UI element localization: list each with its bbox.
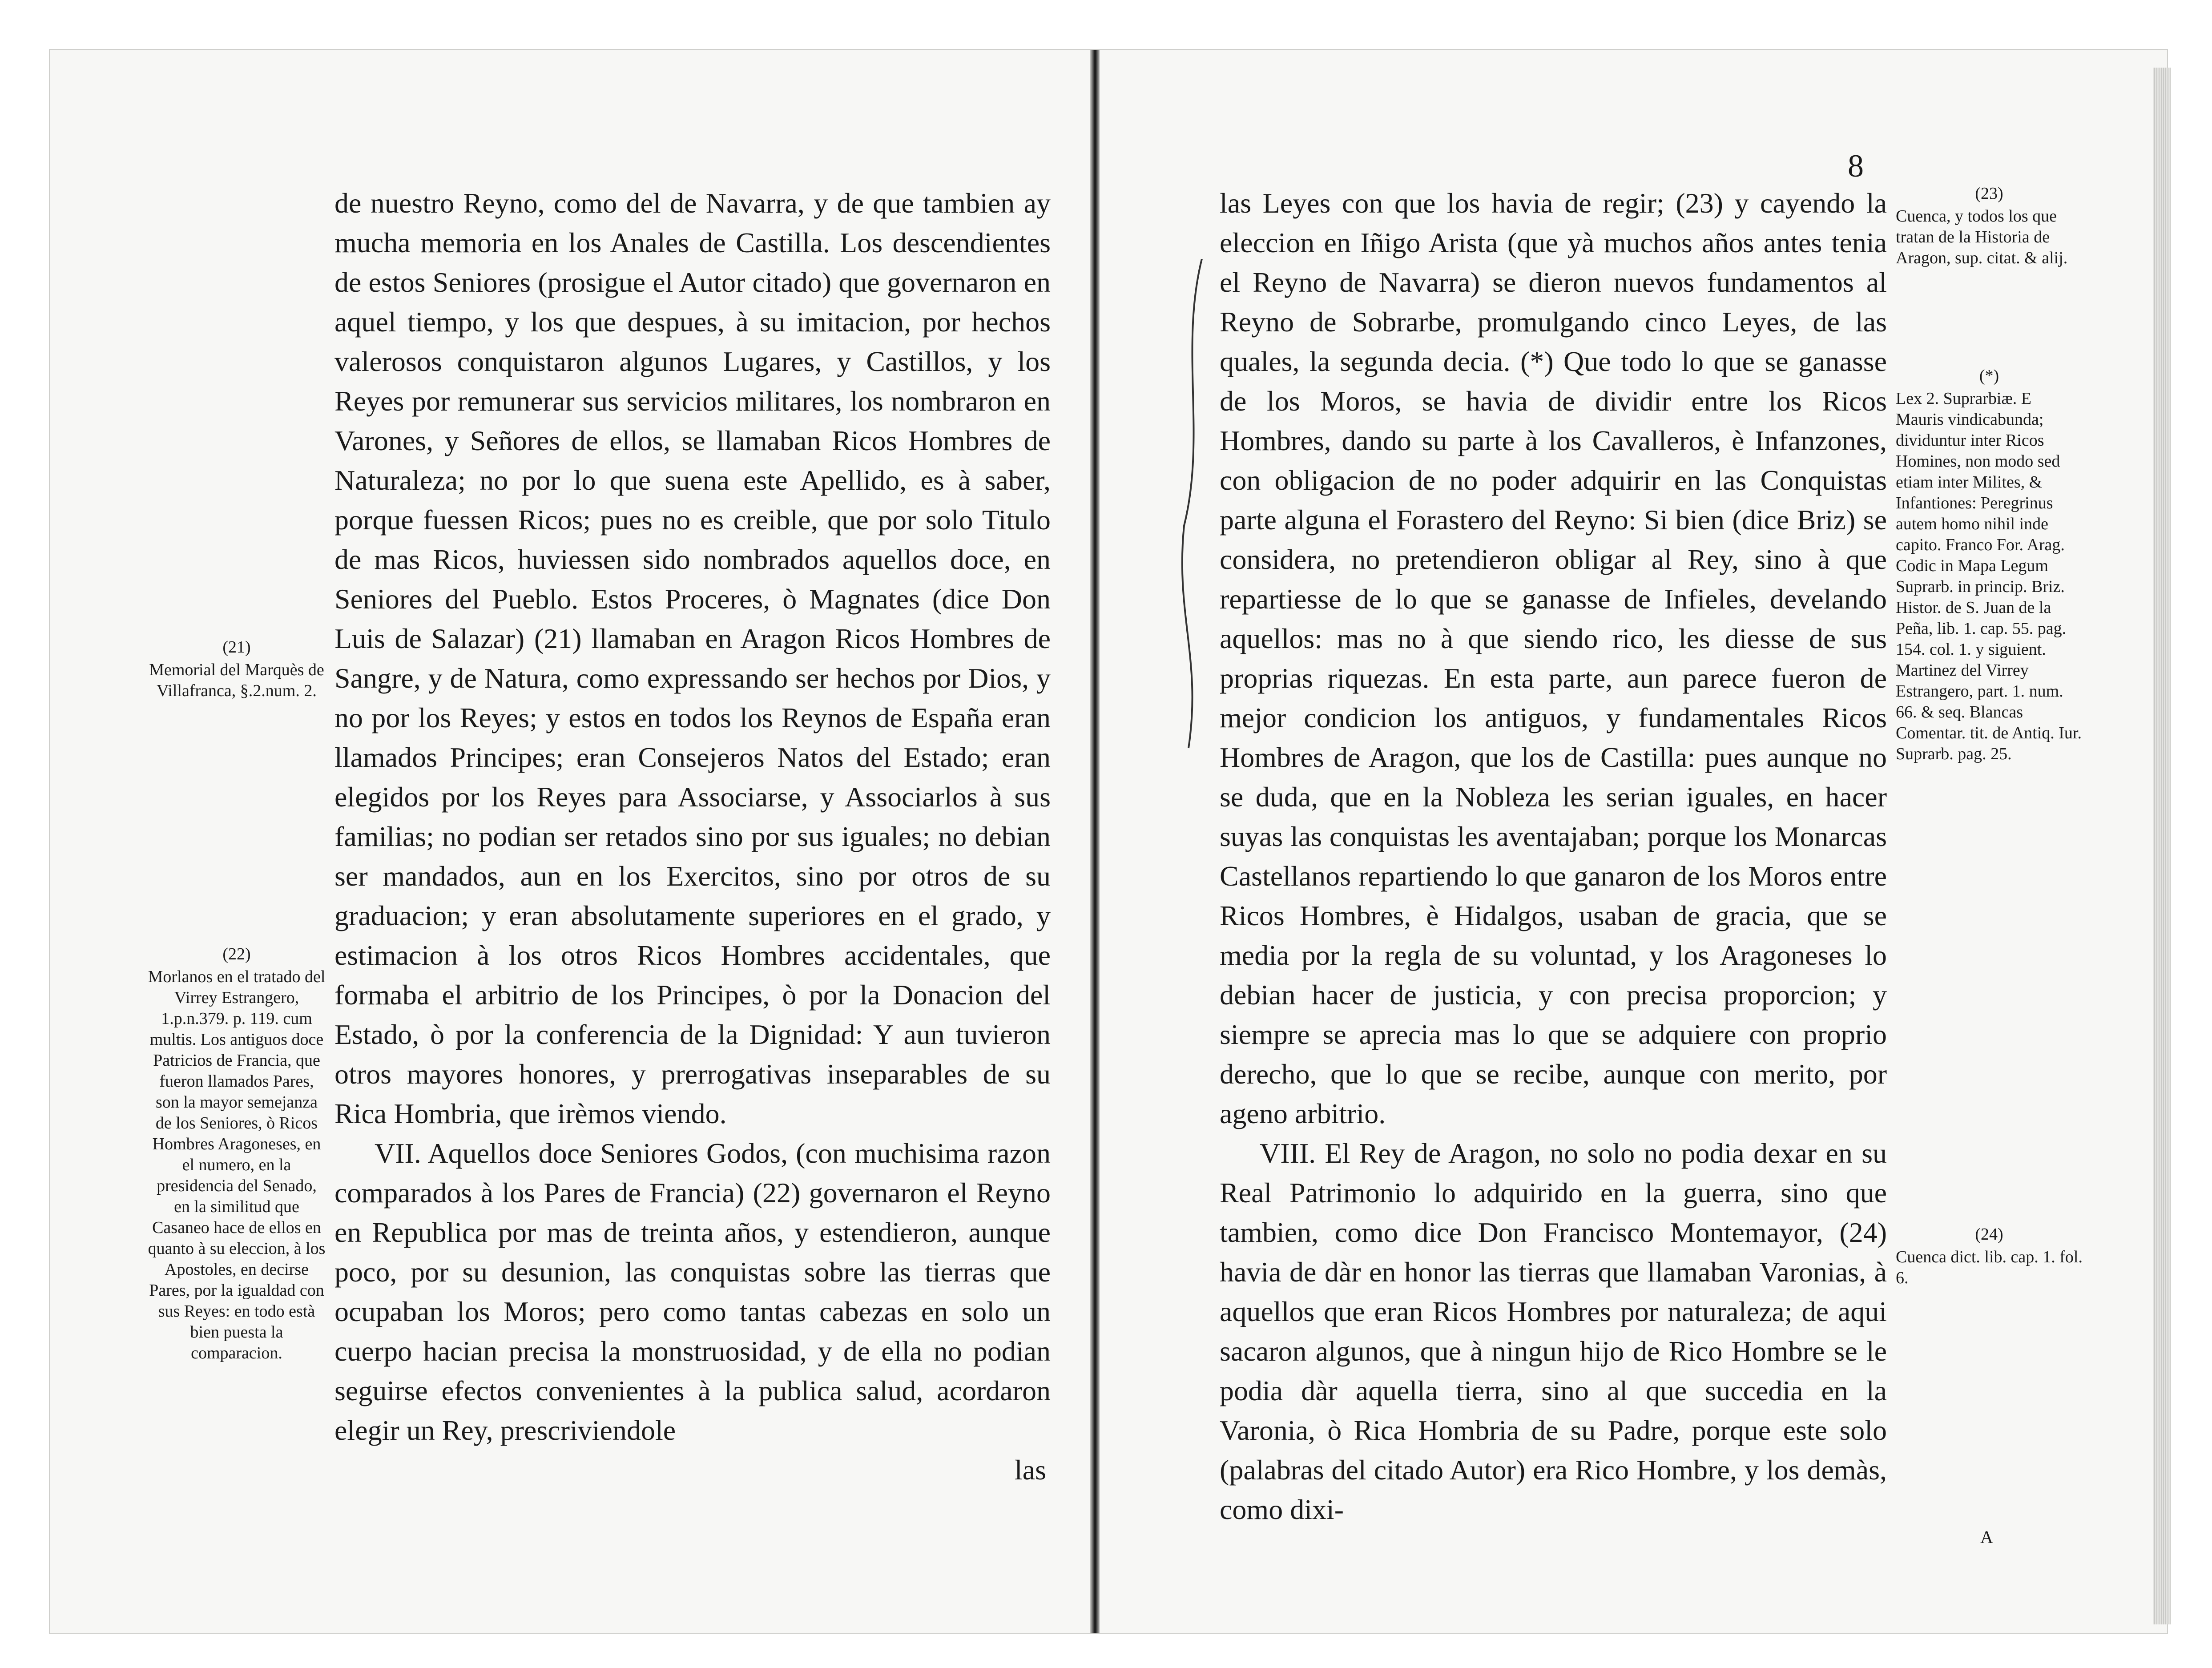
note-text-24: Cuenca dict. lib. cap. 1. fol. 6. xyxy=(1896,1248,2083,1287)
section-vii-paragraph: VII. Aquellos doce Seniores Godos, (con muchisima razon comparados à los Pares de Francia) (22) governaron el Reyno en Republica por mas de treinta años, y estendieron, aunque poco, por su desunion, las conquistas sobre las tierras que ocupaban los Moros; pero como tantas cabezas en solo un cuerpo hacian precisa la monstruosidad, y de ella no podian seguirse efectos convenientes à la publica salud, acordaron elegir un Rey, prescriviendole xyxy=(334,1137,1051,1446)
note-text-star: Lex 2. Suprarbiæ. E Mauris vindicabunda; dividuntur inter Ricos Homines, non modo sed etiam inter Milites, & Infantiones: Peregrinus autem homo nihil inde capito. Franco For. Arag. Codic in Mapa Legum Suprarb. in princip. Briz. Histor. de S. Juan de la Peña, lib. 1. cap. 55. pag. 154. col. 1. y siguient. Martinez del Virrey Estrangero, part. 1. num. 66. & seq. Blancas Comentar. tit. de Antiq. Iur. Suprarb. pag. 25. xyxy=(1896,389,2082,763)
book-gutter xyxy=(1090,50,1100,1633)
section-viii-paragraph: VIII. El Rey de Aragon, no solo no podia dexar en su Real Patrimonio lo adquirido en la guerra, sino que tambien, como dice Don Francisco Montemayor, (24) havia de dàr en honor las tierras que llamaban Varonias, à aquellos que eran Ricos Hombres por naturaleza; de aqui sacaron algunos, que à ningun hijo de Rico Hombre se le podia dàr aquella tierra, sino al que succedia en la Varonia, ò Rica Hombria de su Padre, porque este solo (palabras del citado Autor) era Rico Hombre, y los demàs, como dixi- xyxy=(1220,1137,1887,1525)
note-ref-star: (*) xyxy=(1979,367,1999,385)
left-page xyxy=(50,50,1091,1633)
margin-bracket-mark xyxy=(1175,259,1211,1398)
note-ref-23: (23) xyxy=(1975,184,2003,203)
left-main-column xyxy=(334,183,1051,1490)
catchword: las xyxy=(1014,1454,1046,1486)
left-body-text: de nuestro Reyno, como del de Navarra, y de que tambien ay mucha memoria en los Anales de Castilla. Los descendientes de estos Seniores (prosigue el Autor citado) que governaron en aquel tiempo, y los que despues, à su imitacion, por hechos valerosos conquistaron algunos Lugares, y Castillos, y los Reyes por remunerar sus servicios militares, los nombraron en Varones, y Señores de ellos, se llamaban Ricos Hombres de Naturaleza; no por lo que suena este Apellido, es à saber, porque fuessen Ricos; pues no es creible, que por solo Titulo de mas Ricos, huviessen sido nombrados aquellos doce, en Seniores del Pueblo. Estos Proceres, ò Magnates (dice Don Luis de Salazar) (21) llamaban en Aragon Ricos Hombres de Sangre, y de Natura, como expressando ser hechos por Dios, y no por los Reyes; y estos en todos los Reynos de España eran llamados Principes; eran Consejeros Natos del Estado; eran elegidos por los Reyes para Associarse, y Associarlos à sus familias; no podian ser retados sino por sus iguales; no debian ser mandados, aun en los Exercitos, sino por otros de su graduacion; y eran absolutamente superiores en el grado, y estimacion à los otros Ricos Hombres accidentales, que formaba el arbitrio de los Principes, ò por la Donacion del Estado, ò por la conferencia de la Dignidad: Y aun tuvieron otros mayores honores, y prerrogativas inseparables de su Rica Hombria, que irèmos viendo. xyxy=(334,187,1051,1129)
note-ref-24: (24) xyxy=(1975,1225,2003,1244)
right-body-text: las Leyes con que los havia de regir; (23) y cayendo la eleccion en Iñigo Arista (que yà muchos años antes tenia el Reyno de Navarra) se dieron nuevos fundamentos al Reyno de Sobrarbe, promulgando cinco Leyes, de las quales, la segunda decia. (*) Que todo lo que se ganasse de los Moros, se havia de dividir entre los Ricos Hombres, dando su parte à los Cavalleros, è Infanzones, con obligacion de no poder adquirir en las Conquistas parte alguna el Forastero del Reyno: Si bien (dice Briz) se considera, no pretendieron obligar al Rey, sino à que repartiesse de lo que se ganasse de Infieles, develando aquellos: mas no à que siendo rico, les diesse de sus proprias riquezas. En esta parte, aun parece fueron de mejor condicion los antiguos, y fundamentales Ricos Hombres de Aragon, que los de Castilla: pues aunque no se duda, que en la Nobleza les serian iguales, en hacer suyas las conquistas les aventajaban; porque los Monarcas Castellanos repartiendo lo que ganaron de los Moros entre Ricos Hombres, è Hidalgos, usaban de gracia, que se media por la regla de su voluntad, y los Aragoneses lo debian hacer de justicia, y con precisa proporcion; y siempre se aprecia mas lo que se adquiere con proprio derecho, que lo que se recibe, aunque con merito, por ageno arbitrio. xyxy=(1220,187,1887,1129)
right-main-column xyxy=(1220,183,1887,1529)
margin-note-23 xyxy=(1896,183,2083,269)
signature-mark: A xyxy=(1980,1527,1993,1547)
note-ref-21: (21) xyxy=(222,638,251,657)
book-spread xyxy=(49,49,2168,1634)
margin-note-22 xyxy=(148,944,326,1364)
note-text-21: Memorial del Marquès de Villafranca, §.2.num. 2. xyxy=(149,661,324,700)
note-text-22: Morlanos en el tratado del Virrey Estrangero, 1.p.n.379. p. 119. cum multis. Los antiguos doce Patricios de Francia, que fueron llamados Pares, son la mayor semejanza de los Seniores, ò Ricos Hombres Aragoneses, en el numero, en la presidencia del Senado, en la similitud que Casaneo hace de ellos en quanto à su eleccion, à los Apostoles, en decirse Pares, por la igualdad con sus Reyes: en todo està bien puesta la comparacion. xyxy=(148,967,326,1362)
page-number: 8 xyxy=(1848,148,1864,184)
page-edge-stack xyxy=(2153,68,2171,1624)
margin-note-24 xyxy=(1896,1224,2083,1289)
margin-note-star xyxy=(1896,366,2083,765)
note-ref-22: (22) xyxy=(222,945,251,963)
note-text-23: Cuenca, y todos los que tratan de la Historia de Aragon, sup. citat. & alij. xyxy=(1896,207,2068,267)
margin-note-21 xyxy=(148,637,326,701)
right-page xyxy=(1100,50,2167,1633)
